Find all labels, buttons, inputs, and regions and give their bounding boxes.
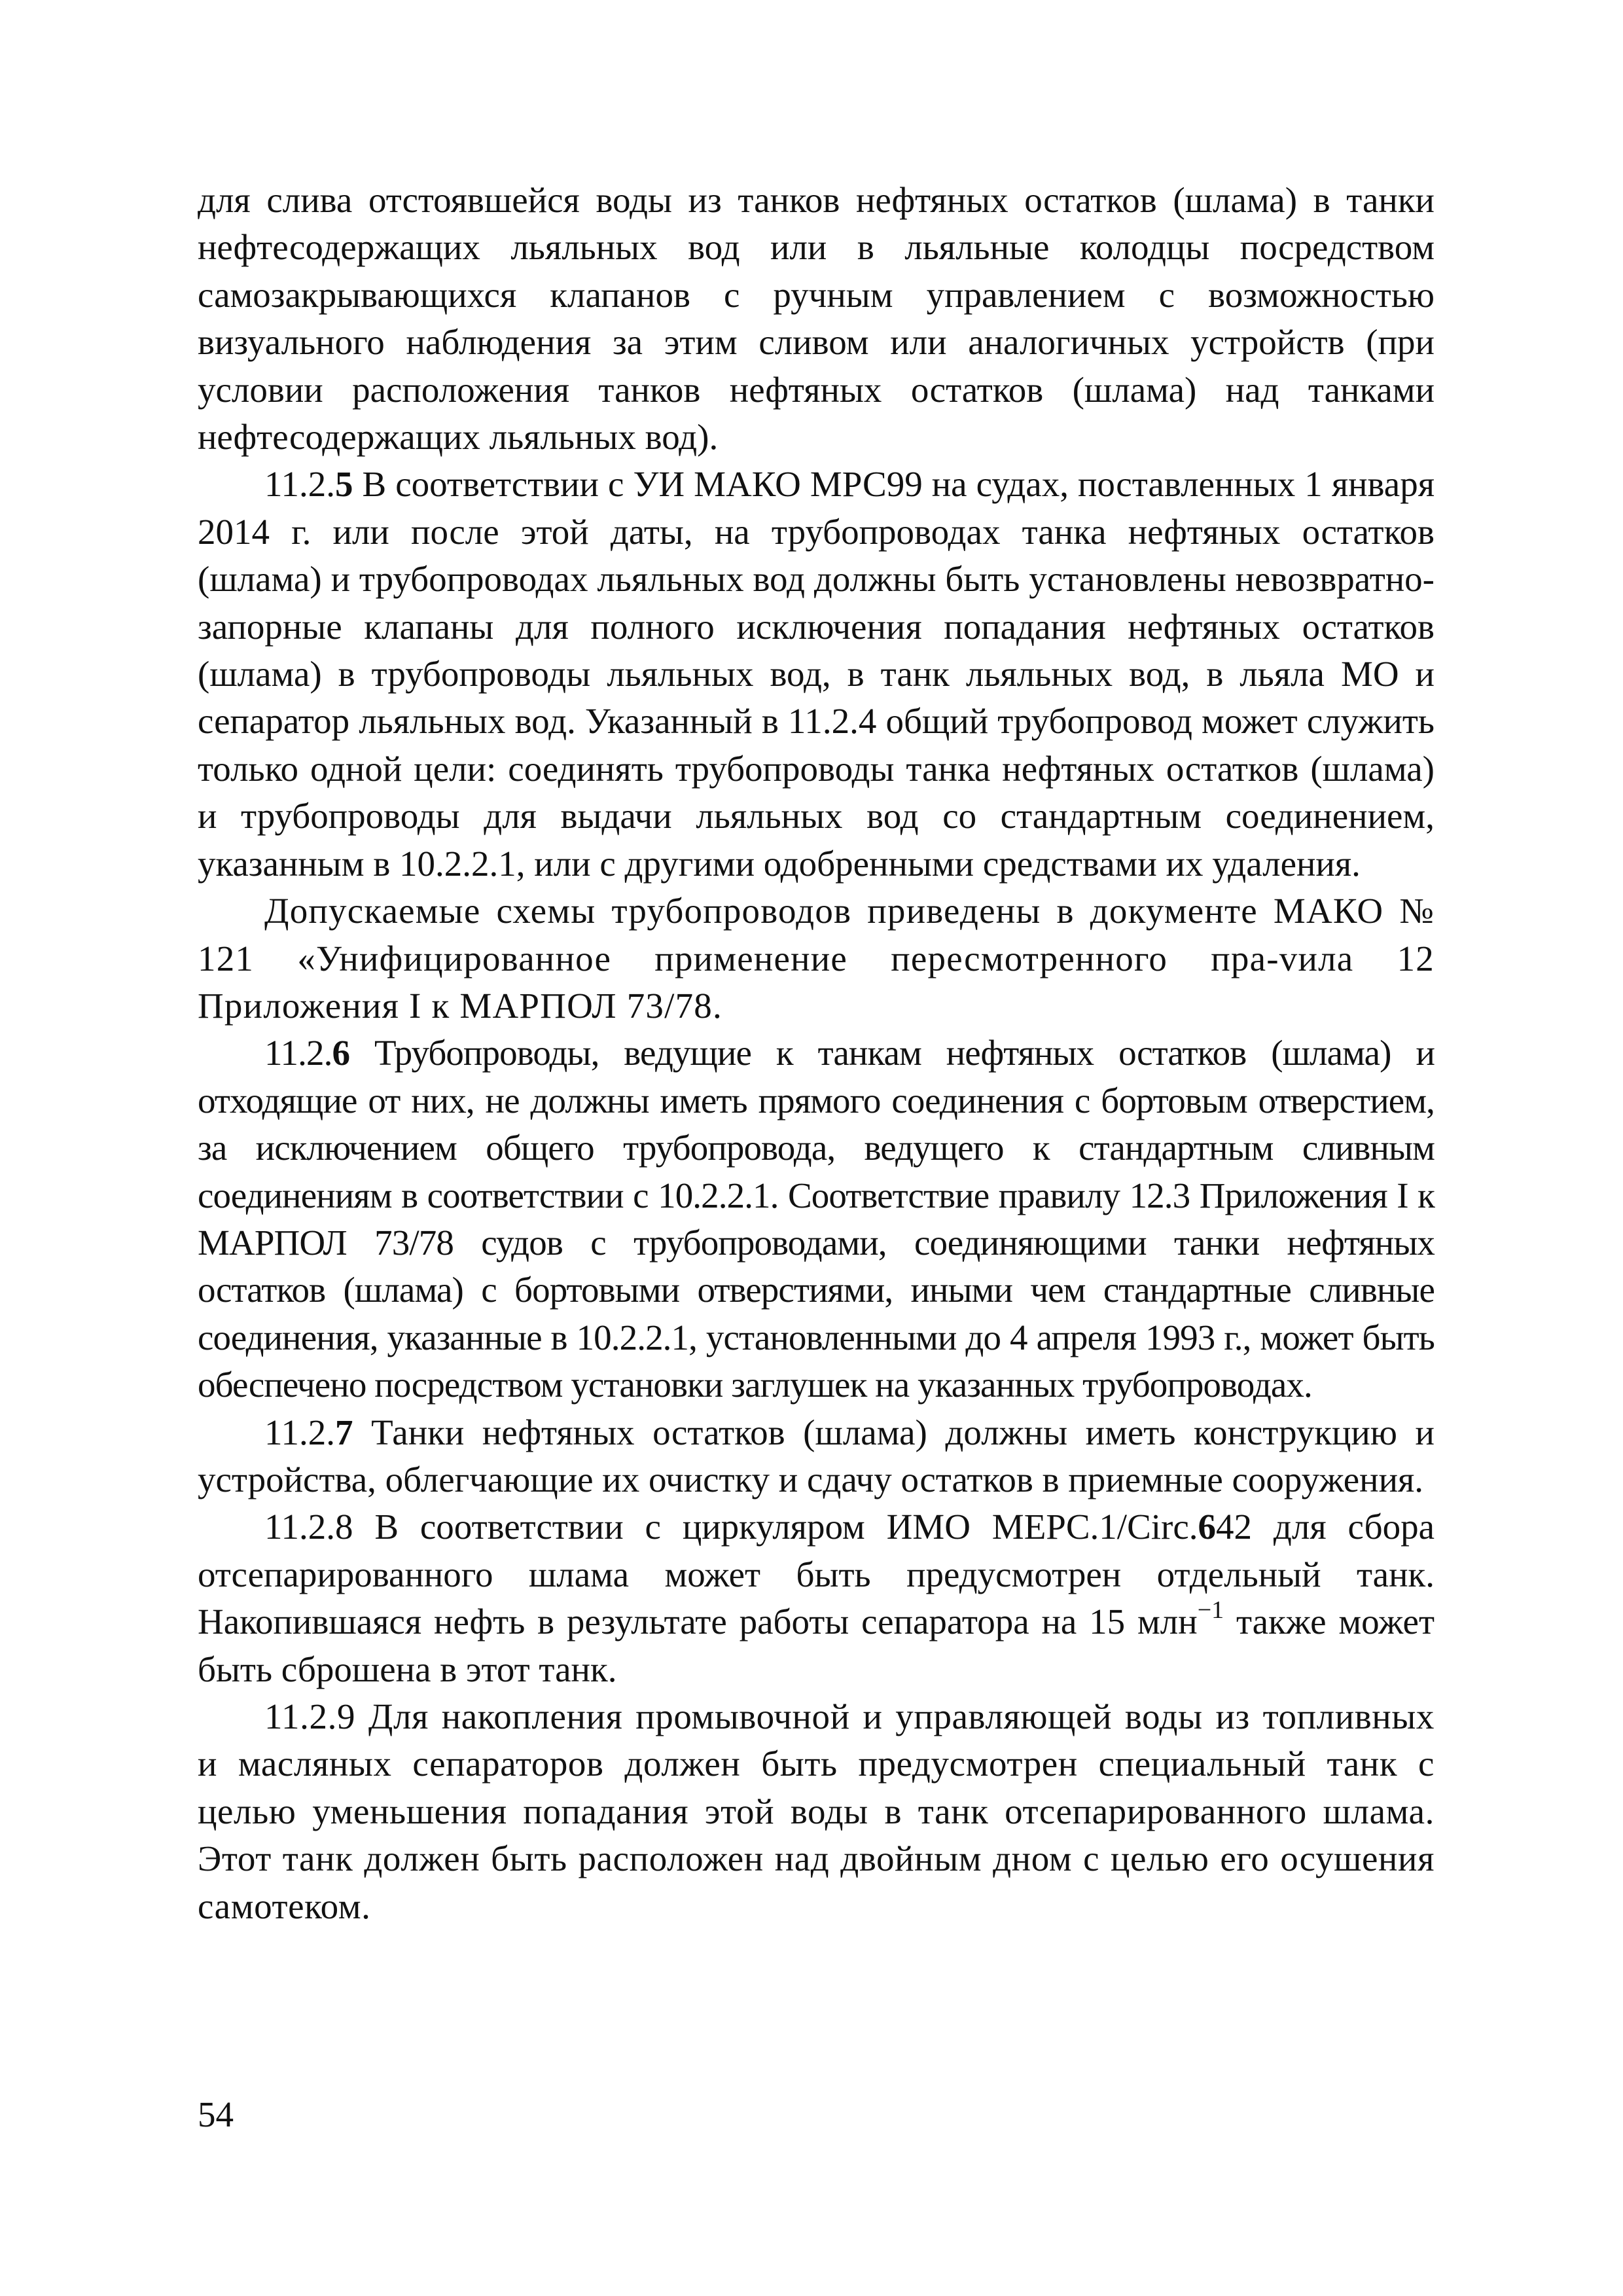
paragraph-text: Танки нефтяных остатков (шлама) должны иметь конструкцию и устройства, облегчающие их очистку и сдачу остатков в приемные сооружения. bbox=[198, 1412, 1435, 1499]
paragraph-text: Для накопления промывочной и управляющей воды из топливных и масляных сепараторов должен быть предусмотрен специальный танк с целью уменьшения попадания этой воды в танк отсепарированного шлама. Этот танк должен быть расположен над двойным дном с целью его осушения самотеком. bbox=[198, 1696, 1435, 1926]
paragraph-11-2-7 bbox=[198, 1409, 1435, 1504]
superscript: −1 bbox=[1197, 1596, 1224, 1624]
paragraph-text: также может быть сброшена в этот танк. bbox=[198, 1602, 1435, 1689]
paragraph-text: для слива отстоявшейся воды из танков нефтяных остатков (шлама) в танки нефтесодержащих льяльных вод или в льяльные колодцы посредством самозакрывающихся клапанов с ручным управлением с возможностью визуального наблюдения за этим сливом или аналогичных устройств (при условии расположения танков нефтяных остатков (шлама) над танками нефтесодержащих льяльных вод). bbox=[198, 180, 1435, 457]
paragraph-11-2-6 bbox=[198, 1030, 1435, 1408]
paragraph-text: Трубопроводы, ведущие к танкам нефтяных остатков (шлама) и отходящие от них, не должны иметь прямого соединения с бортовым отверстием, за исключением общего трубопровода, ведущего к стандартным сливным соединениям в соответствии с 10.2.2.1. Соответствие правилу 12.3 Приложения I к МАРПОЛ 73/78 судов с трубопроводами, соединяющими танки нефтяных остатков (шлама) с бортовыми отверстиями, иными чем стандартные сливные соединения, указанные в 10.2.2.1, установленными до 4 апреля 1993 г., может быть обеспечено посредством установки заглушек на указанных трубопроводах. bbox=[198, 1033, 1435, 1405]
section-number: 11.2.7 bbox=[264, 1412, 353, 1452]
paragraph-11-2-9 bbox=[198, 1693, 1435, 1930]
paragraph-text: В соответствии с УИ МАКО МРС99 на судах, поставленных 1 января 2014 г. или после этой даты, на трубопроводах танка нефтяных остатков (шлама) и трубопроводах льяльных вод должны быть установлены невозвратно-запорные клапаны для полного исключения попадания нефтяных остатков (шлама) в трубопроводы льяльных вод, в танк льяльных вод, в льяла МО и сепаратор льяльных вод. Указанный в 11.2.4 общий трубопровод может служить только одной цели: соединять трубопроводы танка нефтяных остатков (шлама) и трубопроводы для выдачи льяльных вод со стандартным соединением, указанным в 10.2.2.1, или с другими одобренными средствами их удаления. bbox=[198, 464, 1435, 884]
section-number: 11.2.6 bbox=[264, 1033, 350, 1073]
paragraph-continuation bbox=[198, 177, 1435, 461]
paragraph-text-bold: 6 bbox=[1198, 1507, 1217, 1547]
paragraph-text: Допускаемые схемы трубопроводов приведены в документе МАКО № 121 «Унифицированное применение пересмотренного пра-vила 12 Приложения I к МАРПОЛ 73/78. bbox=[198, 891, 1435, 1026]
section-number: 11.2.5 bbox=[264, 464, 353, 505]
paragraph-text: В соответствии с циркуляром ИМО MEPC.1/Circ. bbox=[353, 1507, 1198, 1547]
paragraph-text: 42 для сбора отсепарированного шлама может быть предусмотрен отдельный танк. Накопившаяся нефть в результате работы сепаратора на 15 млн bbox=[198, 1507, 1435, 1642]
section-number: 11.2.8 bbox=[264, 1507, 353, 1547]
paragraph-11-2-8 bbox=[198, 1503, 1435, 1693]
page-number: 54 bbox=[198, 2094, 234, 2134]
paragraph-schemes-note bbox=[198, 888, 1435, 1030]
document-body bbox=[198, 177, 1435, 1930]
paragraph-11-2-5 bbox=[198, 461, 1435, 888]
section-number: 11.2.9 bbox=[264, 1696, 356, 1736]
